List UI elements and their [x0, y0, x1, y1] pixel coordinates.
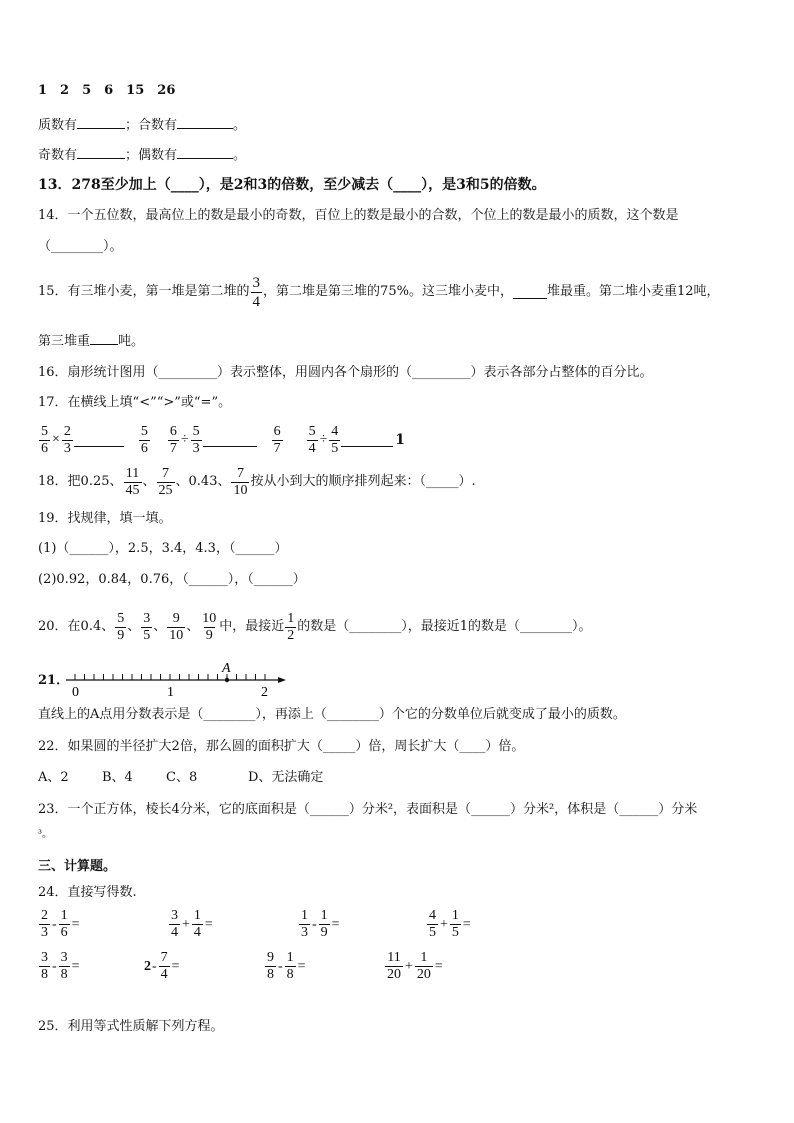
- answer-blank[interactable]: [77, 146, 125, 159]
- fraction: $\frac{5}{9}$: [117, 610, 125, 643]
- answer-blank[interactable]: [177, 146, 233, 159]
- question-18: 18．把0.25、 $\frac{11}{45}$ 、 $\frac{7}{25}$ 、0.43、 $\frac{7}{10}$ 按从小到大的顺序排列起来：（_____）.: [38, 465, 476, 498]
- fraction: $\frac{9}{10}$: [169, 610, 184, 643]
- question-23-line1: 23．一个正方体，棱长4分米，它的底面积是（______）分米²，表面积是（______）分米²，体积是（______）分米: [38, 802, 698, 817]
- question-21-text: 直线上的A点用分数表示是（________），再添上（________）个它的分数单位后就变成了最小的质数。: [38, 707, 626, 722]
- calc-item: $\frac{4}{5}$ + $\frac{1}{5}$ =: [429, 908, 471, 940]
- calc-item: $\frac{9}{8}$ - $\frac{1}{8}$ =: [267, 950, 306, 982]
- question-22-options: [38, 769, 323, 787]
- tick-label: 1: [167, 685, 174, 698]
- option-d[interactable]: D、无法确定: [248, 770, 324, 785]
- question-19-part2: (2)0.92，0.84，0.76，（______），（______）: [38, 572, 306, 587]
- fraction: $\frac{7}{10}$: [233, 465, 248, 498]
- question-19-title: 19．找规律，填一填。: [38, 511, 172, 526]
- calc-item: $\frac{1}{3}$ - $\frac{1}{9}$ =: [301, 908, 340, 940]
- fraction: $\frac{5}{6}$: [140, 423, 148, 456]
- fraction: $\frac{7}{25}$: [158, 465, 173, 498]
- compare-blank[interactable]: [74, 434, 124, 447]
- option-a[interactable]: A、2: [38, 770, 69, 785]
- fraction: $\frac{2}{3}$: [63, 423, 71, 456]
- prime-composite-line: 质数有 ；合数有 。: [38, 118, 247, 133]
- option-b[interactable]: B、4: [102, 770, 133, 785]
- question-24-title: 24．直接写得数.: [38, 885, 137, 900]
- answer-blank[interactable]: [77, 116, 125, 129]
- question-25: 25．利用等式性质解下列方程。: [38, 1019, 224, 1034]
- question-20: 20．在0.4、 $\frac{5}{9}$ 、 $\frac{3}{5}$ 、 $\frac{9}{10}$ 、 $\frac{10}{9}$ 中，最接近 $\frac{1}{2}$ 的数是（________），最接近1的数是（________）。: [38, 610, 592, 643]
- fraction: $\frac{6}{7}$: [273, 423, 281, 456]
- fraction: $\frac{1}{2}$: [287, 610, 295, 643]
- calc-item: $\frac{3}{4}$ + $\frac{1}{4}$ =: [171, 908, 213, 940]
- compare-blank[interactable]: [341, 434, 393, 447]
- question-23-line2: ³。: [38, 829, 53, 840]
- fraction: $\frac{3}{4}$: [252, 274, 261, 310]
- question-15-line2: 第三堆重 吨。: [38, 334, 145, 349]
- number-line: [60, 658, 290, 698]
- question-21-label: 21．: [38, 673, 70, 688]
- answer-blank[interactable]: [513, 286, 547, 299]
- fraction: $\frac{10}{9}$: [202, 610, 217, 643]
- question-19-part1: (1)（______），2.5，3.4，4.3，（______）: [38, 541, 288, 556]
- question-15: 15．有三堆小麦，第一堆是第二堆的 $\frac{3}{4}$ ，第二堆是第三堆的75%。这三堆小麦中， 堆最重。第二堆小麦重12吨，: [38, 274, 720, 310]
- answer-blank[interactable]: [177, 116, 233, 129]
- calc-item: 2 - $\frac{7}{4}$ =: [144, 950, 180, 982]
- question-16: 16．扇形统计图用（_________）表示整体，用圆内各个扇形的（_________）表示各部分占整体的百分比。: [38, 365, 653, 380]
- fraction: $\frac{6}{7}$: [169, 423, 177, 456]
- number-list: 1 2 5 6 15 26: [38, 83, 176, 98]
- odd-even-line: 奇数有 ；偶数有 。: [38, 148, 247, 163]
- fraction: $\frac{5}{3}$: [192, 423, 200, 456]
- fraction: $\frac{5}{4}$: [308, 423, 316, 456]
- tick-label: 2: [261, 685, 268, 698]
- question-13: 13．278至少加上（____），是2和3的倍数，至少减去（____），是3和5的倍数。: [38, 177, 546, 193]
- question-17-title: 17．在横线上填“<”“>”或“=”。: [38, 395, 232, 410]
- option-c[interactable]: C、8: [166, 770, 198, 785]
- fraction: $\frac{11}{45}$: [125, 465, 140, 498]
- calc-item: $\frac{11}{20}$ + $\frac{1}{20}$ =: [387, 950, 443, 982]
- calc-item: $\frac{2}{3}$ - $\frac{1}{6}$ =: [41, 908, 80, 940]
- section-title: 三、计算题。: [38, 859, 117, 874]
- fraction: $\frac{3}{5}$: [143, 610, 151, 643]
- point-a-label: A: [222, 661, 231, 676]
- tick-label: 0: [72, 685, 79, 698]
- question-14-line1: 14．一个五位数，最高位上的数是最小的奇数，百位上的数是最小的合数，个位上的数是最小的质数，这个数是: [38, 208, 679, 223]
- question-14-line2: （________）。: [38, 239, 123, 254]
- question-22: 22．如果圆的半径扩大2倍，那么圆的面积扩大（_____）倍，周长扩大（____）倍。: [38, 739, 525, 754]
- question-17-items: $\frac{5}{6}$ × $\frac{2}{3}$ $\frac{5}{6}$ $\frac{6}{7}$ ÷ $\frac{5}{3}$ $\frac{6}{7}$ $\frac{5}{4}$ ÷ $\frac{4}{5}$ 1: [41, 423, 406, 456]
- answer-blank[interactable]: [90, 332, 118, 345]
- calc-item: $\frac{3}{8}$ - $\frac{3}{8}$ =: [41, 950, 80, 982]
- compare-blank[interactable]: [203, 434, 257, 447]
- fraction: $\frac{5}{6}$: [41, 423, 48, 456]
- fraction: $\frac{4}{5}$: [331, 423, 339, 456]
